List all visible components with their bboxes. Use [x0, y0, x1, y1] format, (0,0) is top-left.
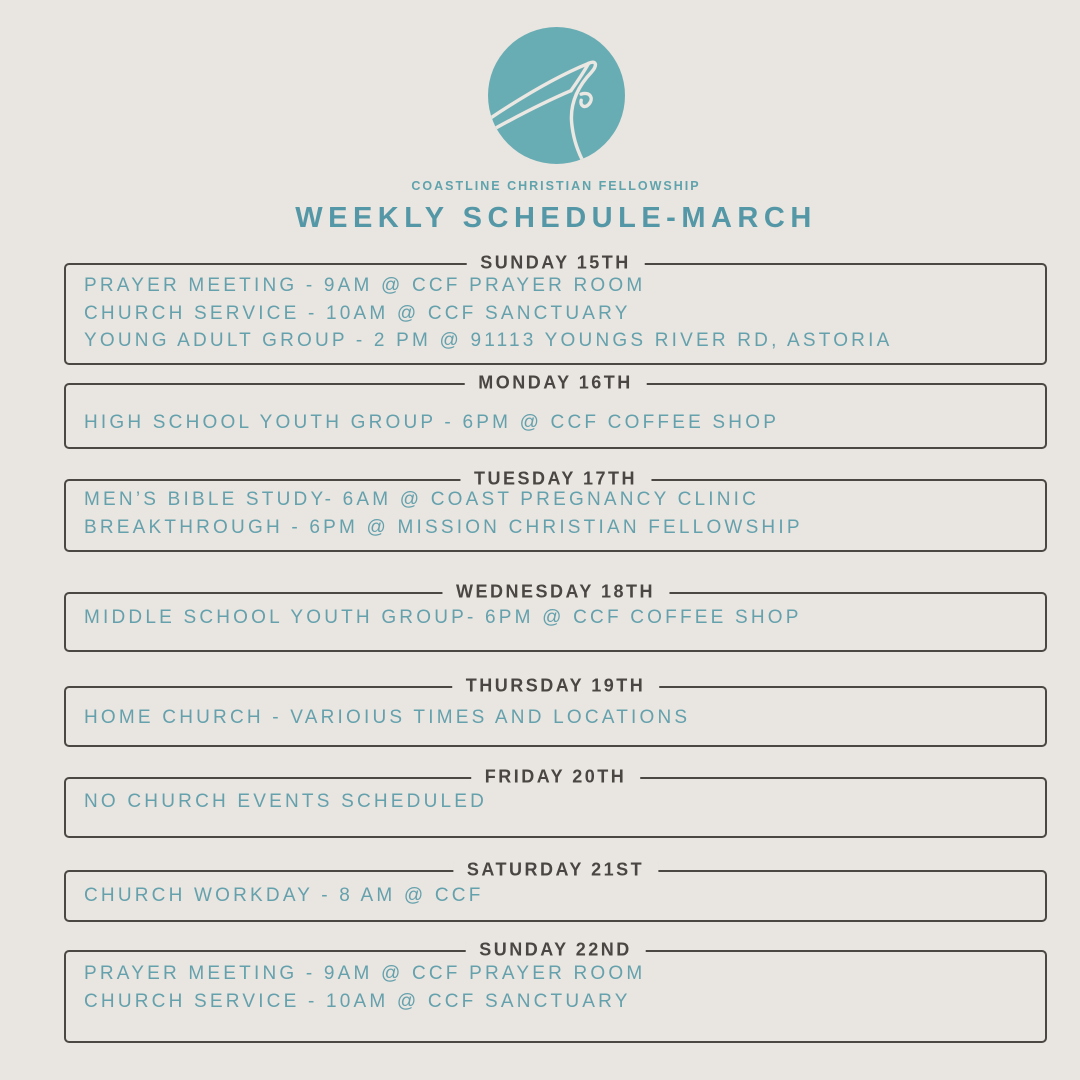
org-name: COASTLINE CHRISTIAN FELLOWSHIP — [411, 179, 701, 193]
day-card-wednesday-18th — [64, 581, 1047, 652]
schedule-list — [64, 252, 1047, 1043]
event-line: CHURCH WORKDAY - 8 AM @ CCF — [84, 884, 484, 906]
event-line: HOME CHURCH - VARIOIUS TIMES AND LOCATIONS — [84, 706, 691, 728]
event-line: HIGH SCHOOL YOUTH GROUP - 6PM @ CCF COFFEE SHOP — [84, 411, 780, 433]
day-card-title: TUESDAY 17TH — [460, 469, 651, 490]
day-card-tuesday-17th — [64, 468, 1047, 552]
day-card-title: SUNDAY 15TH — [466, 253, 645, 274]
event-line: YOUNG ADULT GROUP - 2 PM @ 91113 YOUNGS RIVER RD, ASTORIA — [84, 330, 893, 351]
event-line: PRAYER MEETING - 9AM @ CCF PRAYER ROOM — [84, 963, 646, 984]
event-line: CHURCH SERVICE - 10AM @ CCF SANCTUARY — [84, 990, 631, 1012]
day-card-title: SUNDAY 22ND — [465, 940, 646, 961]
day-card-sunday-15th — [64, 252, 1047, 365]
page-title: WEEKLY SCHEDULE-MARCH — [295, 202, 817, 234]
event-line: BREAKTHROUGH - 6PM @ MISSION CHRISTIAN FELLOWSHIP — [84, 516, 803, 538]
event-line: NO CHURCH EVENTS SCHEDULED — [84, 791, 488, 812]
event-line: MEN’S BIBLE STUDY- 6AM @ COAST PREGNANCY CLINIC — [84, 489, 760, 510]
event-line: MIDDLE SCHOOL YOUTH GROUP- 6PM @ CCF COFFEE SHOP — [84, 607, 802, 628]
poster-header — [0, 0, 1080, 235]
day-card-sunday-22nd — [64, 939, 1047, 1043]
day-card-title: FRIDAY 20TH — [471, 767, 641, 788]
event-line: CHURCH SERVICE - 10AM @ CCF SANCTUARY — [84, 302, 631, 324]
day-card-thursday-19th — [64, 675, 1047, 748]
event-line: PRAYER MEETING - 9AM @ CCF PRAYER ROOM — [84, 275, 646, 296]
day-card-saturday-21st — [64, 859, 1047, 923]
wave-logo-icon — [488, 27, 625, 164]
day-card-title: MONDAY 16TH — [464, 372, 647, 393]
day-card-title: SATURDAY 21ST — [453, 859, 658, 880]
day-card-title: THURSDAY 19TH — [452, 675, 660, 696]
day-card-monday-16th — [64, 372, 1047, 450]
day-card-friday-20th — [64, 766, 1047, 838]
day-card-title: WEDNESDAY 18TH — [442, 582, 669, 603]
